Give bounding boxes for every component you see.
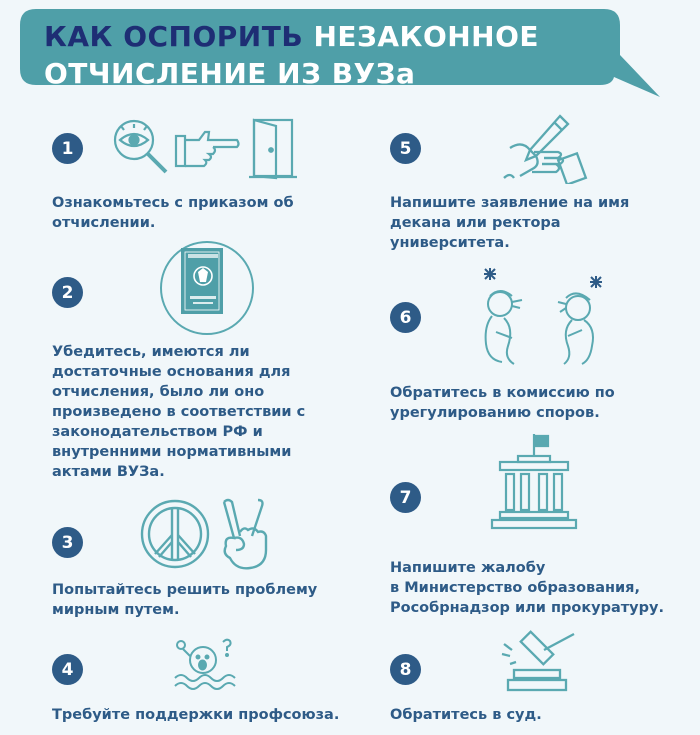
page-title-line-2: ОТЧИСЛЕНИЕ ИЗ ВУЗа [44, 57, 416, 90]
passport-icon [158, 240, 256, 336]
step-7-badge: 7 [390, 482, 421, 513]
step-8-badge: 8 [390, 654, 421, 685]
step-7-text: Напишите жалобу в Министерство образования, Рособрнадзор или прокуратуру. [390, 560, 664, 616]
title-part-light: НЕЗАКОННОЕ [313, 20, 540, 53]
conflict-symbol-right [590, 276, 602, 288]
step-1-text: Ознакомьтесь с приказом об отчислении. [52, 195, 294, 231]
step-2-badge: 2 [52, 277, 83, 308]
step-6-text: Обратитесь в комиссию по урегулированию споров. [390, 385, 615, 421]
step-4-text: Требуйте поддержки профсоюза. [52, 707, 340, 723]
step-3-text: Попытайтесь решить проблему мирным путем. [52, 582, 318, 618]
two-people-arguing-icon [478, 266, 610, 366]
step-3-badge: 3 [52, 527, 83, 558]
title-part-dark: КАК ОСПОРИТЬ [44, 20, 304, 53]
step-5-text: Напишите заявление на имя декана или ректора университета. [390, 195, 630, 251]
step-1-badge: 1 [52, 133, 83, 164]
conflict-symbol-left [484, 268, 496, 280]
step-5-badge: 5 [390, 133, 421, 164]
victory-hand-icon [214, 496, 274, 572]
drowning-person-icon [172, 632, 238, 694]
peace-sign-icon [138, 497, 212, 571]
step-8-text: Обратитесь в суд. [390, 707, 542, 723]
open-door-icon [246, 114, 300, 180]
page-title-line-1 [44, 20, 539, 53]
government-building-icon [488, 432, 580, 542]
eye-magnifier-icon [106, 112, 172, 178]
step-6-badge: 6 [390, 302, 421, 333]
gavel-icon [500, 626, 584, 694]
pointing-hand-icon [173, 126, 241, 170]
hand-writing-icon [500, 112, 588, 184]
step-2-text: Убедитесь, имеются ли достаточные основания для отчисления, было ли оно произведено в соответствии с законодательством РФ и внутренними нормативными актами ВУЗа. [52, 344, 306, 480]
step-4-badge: 4 [52, 654, 83, 685]
header-banner [14, 7, 662, 100]
